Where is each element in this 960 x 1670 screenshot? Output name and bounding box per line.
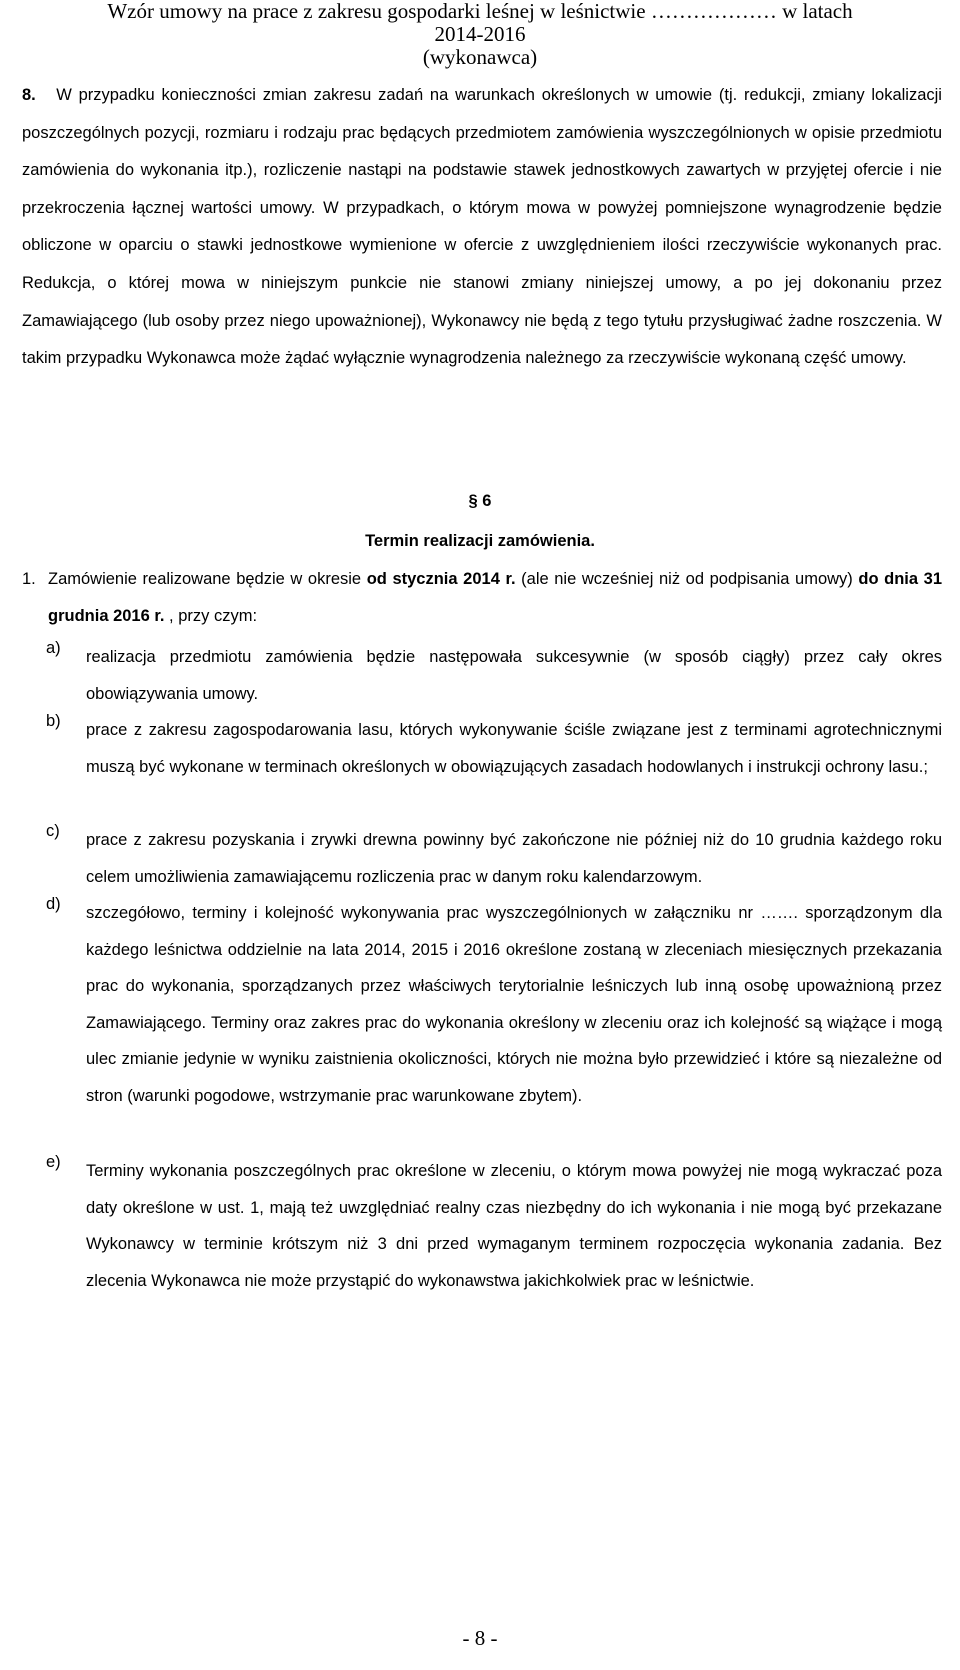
paragraph-text: W przypadku konieczności zmian zakresu zadań na warunkach określonych w umowie (tj. redukcji, zmiany lokalizacji poszczególnych pozycji, rozmiaru i rodzaju prac będących przedmiotem zamówienia wyszczególnionych w opisie przedmiotu zamówienia do wykonania itp.), rozliczenie nastąpi na podstawie stawek jednostkowych zawartych w przyjętej ofercie i nie przekroczenia łącznej wartości umowy. W przypadkach, o którym mowa w powyżej pomniejszone wynagrodzenie będzie obliczone w oparciu o stawki jednostkowe wymienione w ofercie z uwzględnieniem ilości rzeczywiście wykonanych prac. Redukcja, o której mowa w niniejszym punkcie nie stanowi zmiany niniejszej umowy, a po jej dokonaniu przez Zamawiającego (lub osoby przez niego upoważnionej), Wykonawcy nie będą z tego tytułu przysługiwać żadne roszczenia. W takim przypadku Wykonawca może żądać wyłącznie wynagrodzenia należnego za rzeczywiście wykonaną część umowy. — [22, 86, 942, 368]
paragraph-8 — [22, 77, 942, 378]
sub-item-label: b) — [46, 712, 61, 730]
sub-item-b — [46, 712, 942, 785]
sub-item-text: Terminy wykonania poszczególnych prac określone w zleceniu, o którym mowa powyżej nie mogą wykraczać poza daty określone w ust. 1, mają też uwzględniać realny czas niezbędny do ich wykonania i nie mogą być przekazane Wykonawcy w terminie krótszym niż 3 dni przed wymaganym terminem rozpoczęcia wykonania zadania. Bez zlecenia Wykonawca nie może przystąpić do wykonawstwa jakichkolwiek prac w leśnictwie. — [86, 1162, 942, 1290]
item-start-date: od stycznia 2014 r. — [366, 570, 516, 588]
document-header — [0, 0, 960, 69]
sub-item-e — [46, 1153, 942, 1299]
item-text-part: Zamówienie realizowane będzie w okresie — [48, 570, 367, 588]
item-text-part: (ale nie wcześniej niż od podpisania umowy) — [515, 570, 859, 588]
sub-item-a — [46, 639, 942, 712]
section-symbol: § — [468, 492, 478, 510]
paragraph-number: 8. — [22, 86, 36, 104]
sub-item-label: c) — [46, 822, 60, 840]
section-title: Termin realizacji zamówienia. — [365, 532, 595, 550]
item-text-part: , przy czym: — [164, 607, 258, 625]
section-heading — [0, 492, 960, 511]
list-item-1 — [22, 561, 942, 635]
header-party-line: (wykonawca) — [422, 45, 538, 69]
section-number: 6 — [482, 492, 492, 510]
sub-item-text: prace z zakresu zagospodarowania lasu, których wykonywanie ściśle związane jest z terminami agrotechnicznymi muszą być wykonane w terminach określonych w obowiązujących zasadach hodowlanych i instrukcji ochrony lasu.; — [86, 721, 942, 776]
page-number: - 8 - — [462, 1626, 498, 1650]
sub-item-label: e) — [46, 1153, 61, 1171]
header-title-line: Wzór umowy na prace z zakresu gospodarki leśnej w leśnictwie ……………… w latach — [107, 0, 853, 23]
sub-item-text: szczegółowo, terminy i kolejność wykonywania prac wyszczególnionych w załączniku nr ……. sporządzonym dla każdego leśnictwa oddzielnie na lata 2014, 2015 i 2016 określone zostaną w zleceniach miesięcznych przekazania prac do wykonania, sporządzanych przez właściwych terytorialnie leśniczych lub inną osobę upoważnioną przez Zamawiającego. Terminy oraz zakres prac do wykonania określony w zleceniu oraz ich kolejność są wiążące i mogą ulec zmianie jedynie w wyniku zaistnienia okoliczności, których nie można było przewidzieć i które są niezależne od stron (warunki pogodowe, wstrzymanie prac warunkowane zbytem). — [86, 904, 942, 1105]
sub-item-text: prace z zakresu pozyskania i zrywki drewna powinny być zakończone nie później niż do 10 grudnia każdego roku celem umożliwienia zamawiającemu rozliczenia prac w danym roku kalendarzowym. — [86, 831, 942, 886]
sub-item-label: d) — [46, 895, 61, 913]
list-item-text — [48, 561, 942, 635]
list-item-number: 1. — [22, 570, 36, 588]
sub-item-text: realizacja przedmiotu zamówienia będzie następowała sukcesywnie (w sposób ciągły) przez cały okres obowiązywania umowy. — [86, 648, 942, 703]
sub-item-label: a) — [46, 639, 61, 657]
sub-item-c — [46, 822, 942, 895]
sub-item-d — [46, 895, 942, 1114]
item-end-date: do dnia 31 grudnia 2016 r. — [48, 570, 943, 625]
header-years-line: 2014-2016 — [434, 22, 526, 46]
